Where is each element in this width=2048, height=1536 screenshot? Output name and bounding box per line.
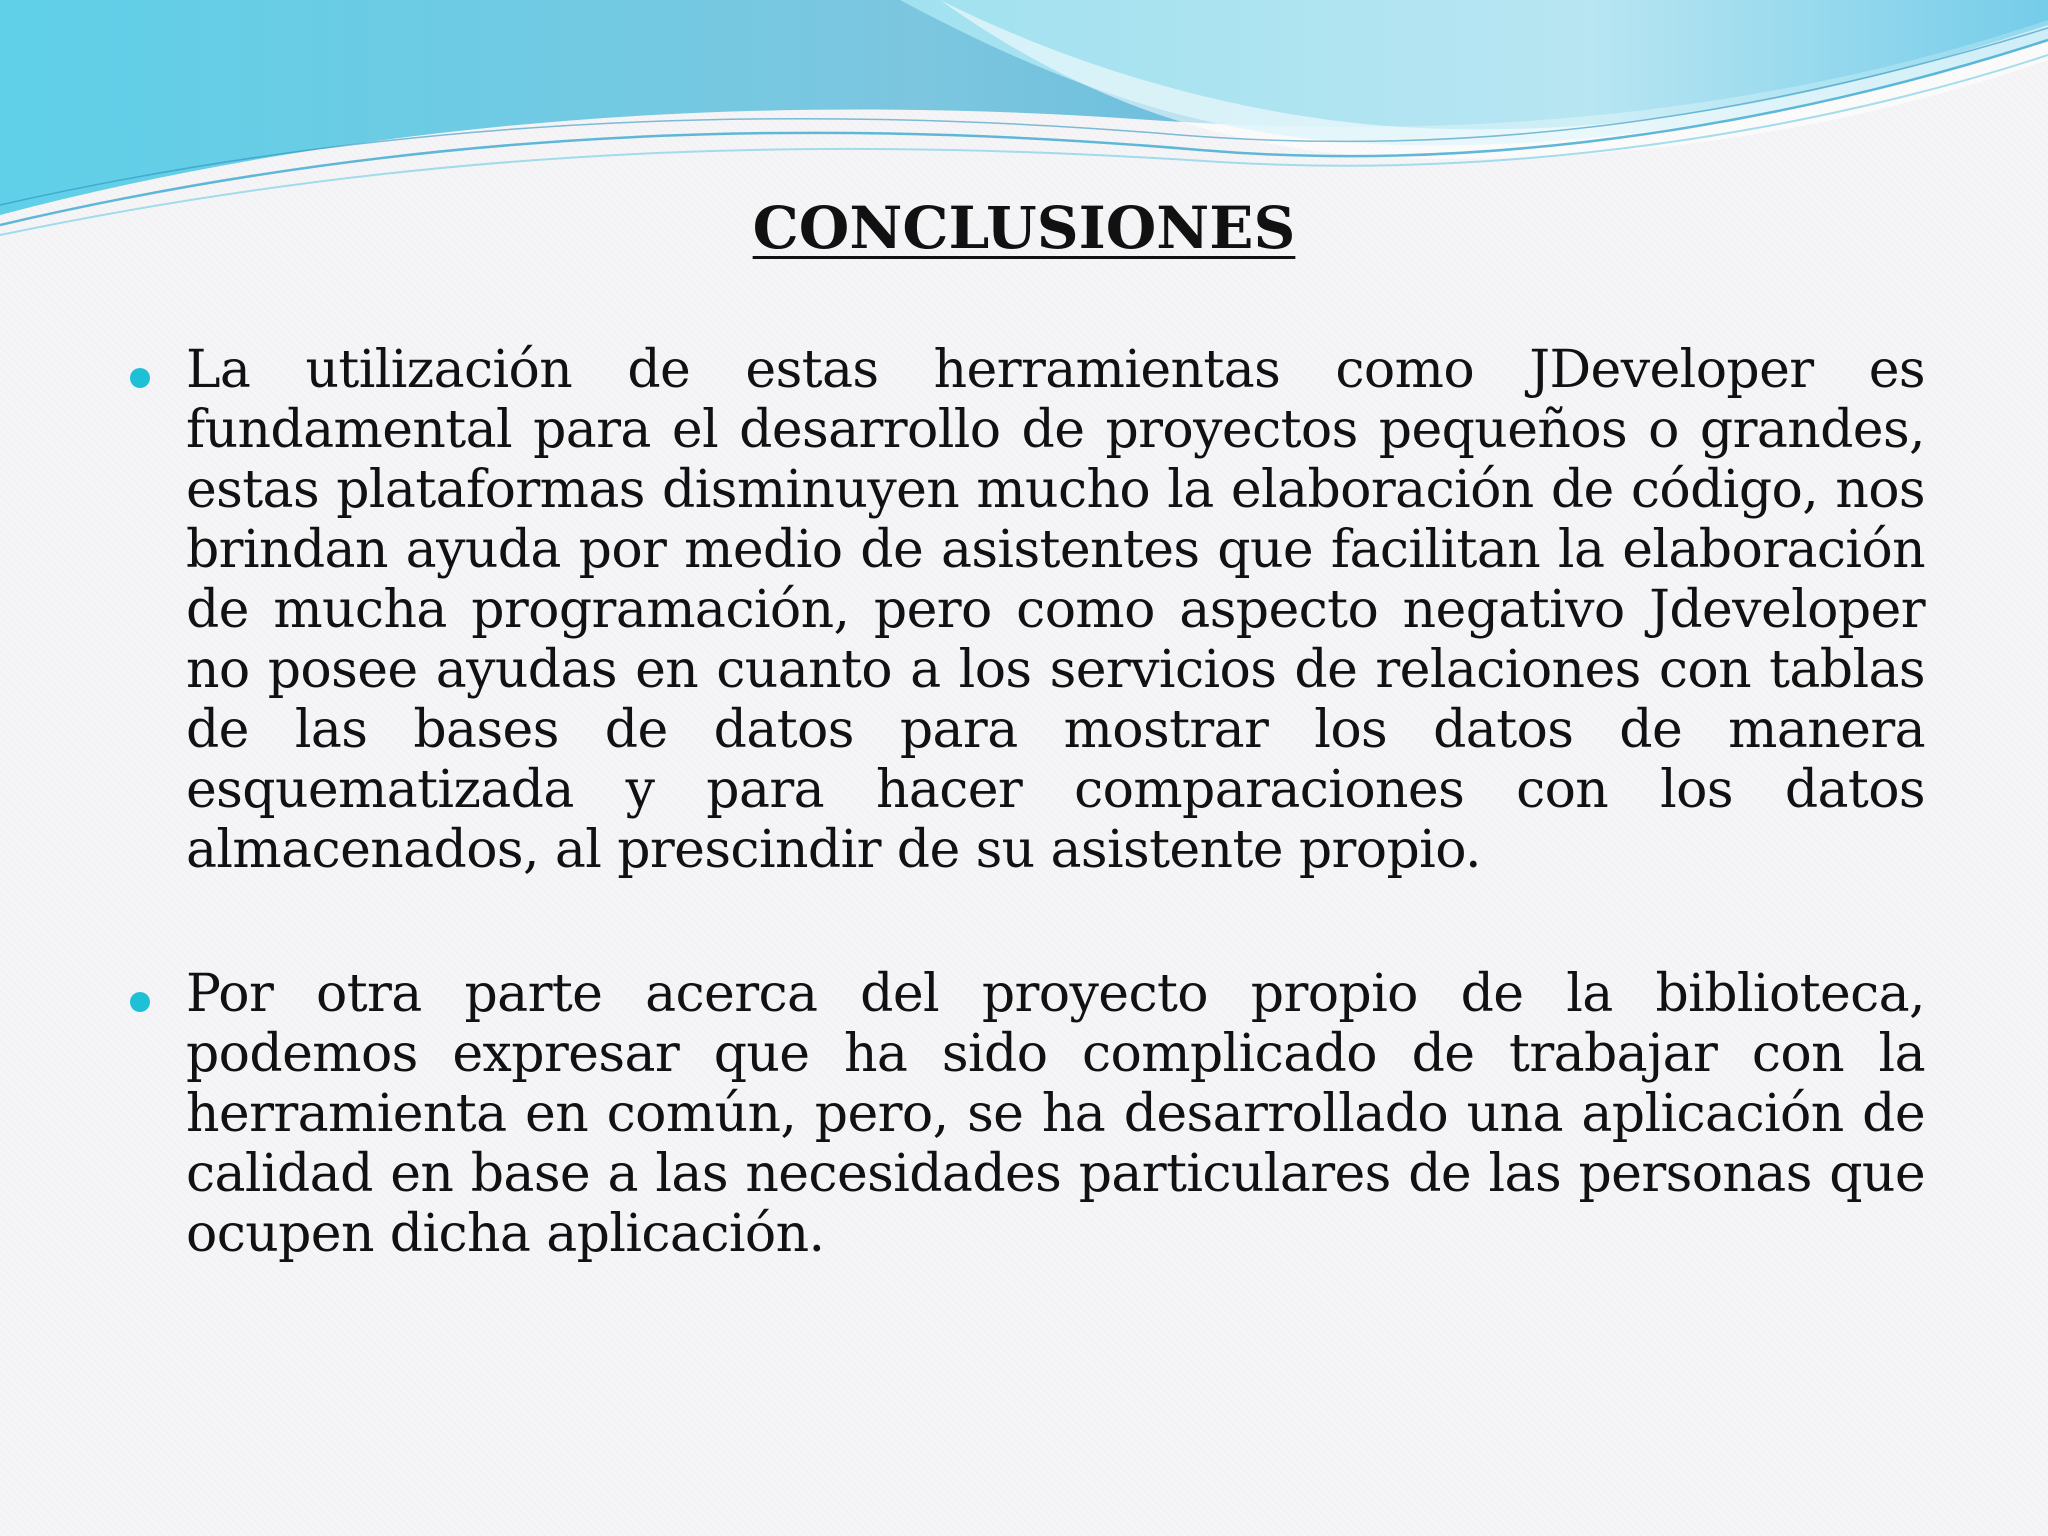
- bullet-list: [130, 340, 1925, 1348]
- bullet-dot-icon: [130, 992, 150, 1012]
- bullet-text: Por otra parte acerca del proyecto propio de la biblioteca, podemos expresar que ha sido complicado de trabajar con la herramienta en común, pero, se ha desarrollado una aplicación de calidad en base a las necesidades particulares de las personas que ocupen dicha aplicación.: [186, 964, 1925, 1264]
- bullet-text: La utilización de estas herramientas como JDeveloper es fundamental para el desarrollo de proyectos pequeños o grandes, estas plataformas disminuyen mucho la elaboración de código, nos brindan ayuda por medio de asistentes que facilitan la elaboración de mucha programación, pero como aspecto negativo Jdeveloper no posee ayudas en cuanto a los servicios de relaciones con tablas de las bases de datos para mostrar los datos de manera esquematizada y para hacer comparaciones con los datos almacenados, al prescindir de su asistente propio.: [186, 340, 1925, 880]
- bullet-item: [130, 340, 1925, 880]
- bullet-dot-icon: [130, 368, 150, 388]
- bullet-item: [130, 964, 1925, 1264]
- slide-title: CONCLUSIONES: [752, 194, 1296, 262]
